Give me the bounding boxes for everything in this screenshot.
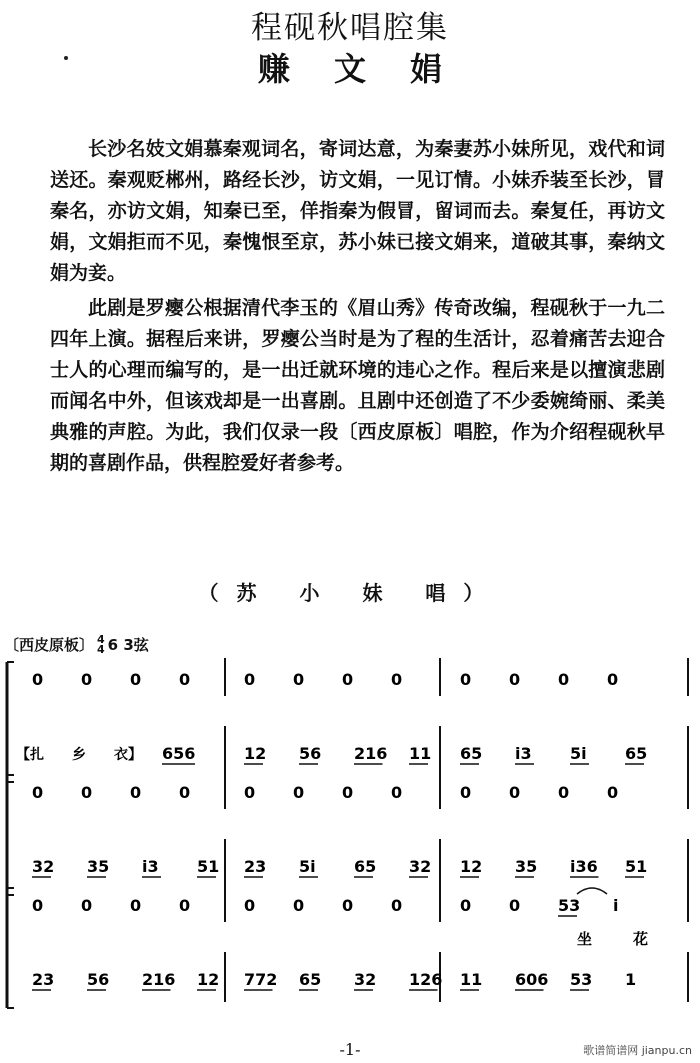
note-beat: 23 xyxy=(32,970,55,989)
note-beat: 0 xyxy=(81,896,93,915)
note-beat: 0 xyxy=(293,896,305,915)
note-beat: 0 xyxy=(32,896,44,915)
note-beat: 5i xyxy=(570,744,587,763)
tempo-label: 〔西皮原板〕 xyxy=(4,636,95,654)
intro-paragraph: 长沙名妓文娟慕秦观词名，寄词达意，为秦妻苏小妹所见，戏代和词送还。秦观贬郴州，路经长沙，访文娟，一见订情。小妹乔装至长沙，冒秦名，亦访文娟，知秦已至，佯指秦为假冒，留词而去。秦复任，再访文娟，文娟拒而不见，秦愧恨至京，苏小妹已接文娟来，道破其事，秦纳文娟为妾。 xyxy=(50,138,665,284)
note-beat: 0 xyxy=(293,670,305,689)
note-beat: 0 xyxy=(460,783,472,802)
note-beat: 0 xyxy=(130,783,142,802)
note-beat: 0 xyxy=(509,783,521,802)
note-beat: 56 xyxy=(299,744,322,763)
note-beat: i3 xyxy=(515,744,532,763)
note-beat: 1 xyxy=(625,970,637,989)
note-beat: 0 xyxy=(607,670,619,689)
note-beat: 0 xyxy=(81,783,93,802)
note-beat: 11 xyxy=(409,744,432,763)
watermark: 歌谱简谱网 jianpu.cn xyxy=(583,1044,692,1057)
note-beat: 0 xyxy=(558,670,570,689)
note-beat: 0 xyxy=(342,670,354,689)
page-number: -1- xyxy=(339,1040,361,1059)
intro-paragraph: 此剧是罗瘿公根据清代李玉的《眉山秀》传奇改编，程砚秋于一九二四年上演。据程后来讲，罗瘿公当时是为了程的生活计，忍着痛苦去迎合士人的心理而编写的，是一出迁就环境的违心之作。程后来是以擅演悲剧而闻名中外，但该戏却是一出喜剧。且剧中还创造了不少委婉绮丽、柔美典雅的声腔。为此，我们仅录一段〔西皮原板〕唱腔，作为介绍程砚秋早期的喜剧作品，供程腔爱好者参考。 xyxy=(50,297,665,474)
note-beat: 0 xyxy=(391,783,403,802)
note-beat: 656 xyxy=(162,744,196,763)
note-beat: 5i xyxy=(299,857,316,876)
singer-subtitle: （苏 小 妹 唱） xyxy=(198,581,502,605)
opera-title: 赚文娟 xyxy=(257,50,486,88)
note-beat: 0 xyxy=(244,783,256,802)
note-beat: 56 xyxy=(87,970,110,989)
note-beat: 12 xyxy=(460,857,483,876)
note-beat: 53 xyxy=(558,896,581,915)
note-beat: i36 xyxy=(570,857,598,876)
note-beat: 51 xyxy=(625,857,648,876)
note-beat: 35 xyxy=(515,857,538,876)
note-beat: 0 xyxy=(293,783,305,802)
time-sig-top: 4 xyxy=(97,632,105,646)
note-beat: 0 xyxy=(509,670,521,689)
note-beat: 0 xyxy=(607,783,619,802)
note-beat: 0 xyxy=(81,670,93,689)
note-beat: 216 xyxy=(142,970,176,989)
note-beat: 0 xyxy=(391,670,403,689)
note-beat: 12 xyxy=(197,970,220,989)
note-beat: 0 xyxy=(342,783,354,802)
note-beat: 53 xyxy=(570,970,593,989)
note-beat: 12 xyxy=(244,744,267,763)
note-beat: 65 xyxy=(354,857,377,876)
note-beat: 0 xyxy=(32,783,44,802)
note-beat: 65 xyxy=(299,970,322,989)
note-beat: 0 xyxy=(179,896,191,915)
note-beat: i3 xyxy=(142,857,159,876)
note-beat: 51 xyxy=(197,857,220,876)
note-beat: 0 xyxy=(509,896,521,915)
note-beat: 32 xyxy=(354,970,377,989)
note-beat: 11 xyxy=(460,970,483,989)
note-beat: 0 xyxy=(130,896,142,915)
note-beat: 0 xyxy=(460,670,472,689)
note-beat: 216 xyxy=(354,744,388,763)
note-beat: 0 xyxy=(558,783,570,802)
key-label: 6 3弦 xyxy=(107,636,149,654)
note-beat: 65 xyxy=(625,744,648,763)
note-beat: 0 xyxy=(244,670,256,689)
note-beat: 65 xyxy=(460,744,483,763)
note-beat: 0 xyxy=(32,670,44,689)
note-beat: 23 xyxy=(244,857,267,876)
note-beat: 606 xyxy=(515,970,549,989)
note-beat: 0 xyxy=(179,670,191,689)
time-sig-bottom: 4 xyxy=(97,642,105,656)
lyric-prefix: 【扎 乡 衣】 xyxy=(16,747,142,763)
lyric-char: 花 xyxy=(633,930,649,948)
lyric-char: 坐 xyxy=(577,930,593,948)
note-beat: 126 xyxy=(409,970,443,989)
note-beat: 0 xyxy=(130,670,142,689)
note-beat: 0 xyxy=(460,896,472,915)
note-beat: 0 xyxy=(391,896,403,915)
note-beat: i xyxy=(613,896,619,915)
note-beat: 32 xyxy=(32,857,55,876)
note-beat: 0 xyxy=(179,783,191,802)
note-beat: 0 xyxy=(244,896,256,915)
note-beat: 772 xyxy=(244,970,278,989)
note-beat: 0 xyxy=(342,896,354,915)
note-beat: 32 xyxy=(409,857,432,876)
slur-mark xyxy=(577,888,607,894)
collection-title: 程砚秋唱腔集 xyxy=(251,10,449,46)
note-beat: 35 xyxy=(87,857,110,876)
